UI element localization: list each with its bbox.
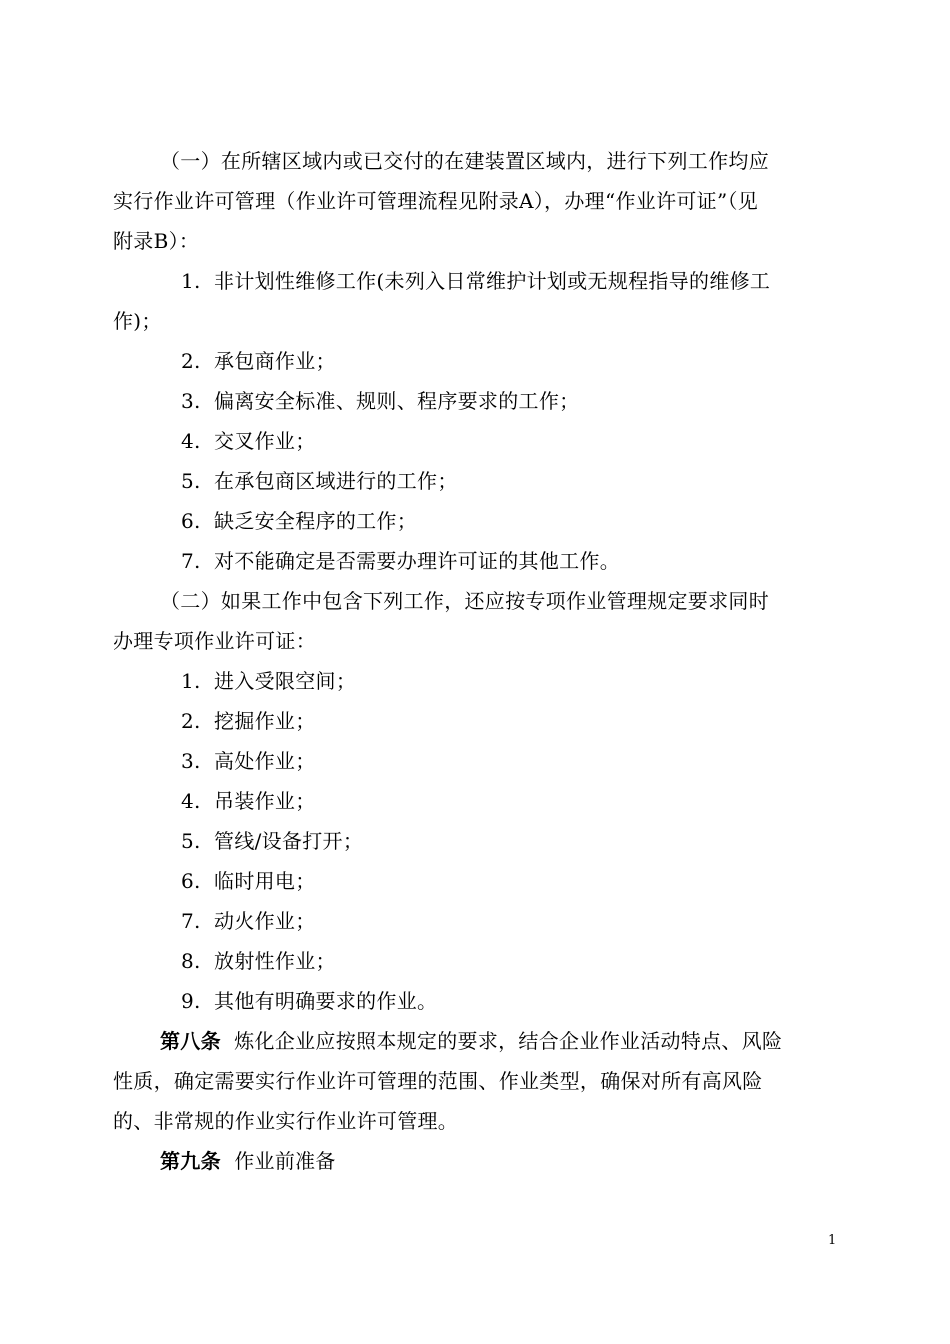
item-number: 3. bbox=[181, 389, 201, 413]
list-item bbox=[181, 467, 458, 495]
item-text: 放射性作业； bbox=[214, 949, 336, 973]
list-item bbox=[181, 507, 417, 535]
list-item bbox=[181, 547, 620, 575]
item-number: 2. bbox=[181, 349, 201, 373]
item-number: 8. bbox=[181, 949, 201, 973]
list-item bbox=[181, 387, 579, 415]
article9-line bbox=[160, 1147, 336, 1175]
list-item bbox=[181, 947, 336, 975]
article8-line1 bbox=[160, 1027, 782, 1055]
list-item bbox=[181, 667, 356, 695]
article8-label: 第八条 bbox=[160, 1029, 221, 1053]
item-text: 进入受限空间； bbox=[214, 669, 357, 693]
list-item bbox=[181, 427, 316, 455]
section1-line3: 附录B）： bbox=[113, 229, 200, 253]
article8-line3: 的、非常规的作业实行作业许可管理。 bbox=[113, 1109, 459, 1133]
item-number: 1. bbox=[181, 669, 201, 693]
item-text: 挖掘作业； bbox=[214, 709, 316, 733]
item-text: 非计划性维修工作(未列入日常维护计划或无规程指导的维修工 bbox=[214, 269, 771, 293]
item-number: 7. bbox=[181, 909, 201, 933]
item-number: 6. bbox=[181, 509, 201, 533]
article8-text: 炼化企业应按照本规定的要求，结合企业作业活动特点、风险 bbox=[234, 1029, 783, 1053]
item-text: 对不能确定是否需要办理许可证的其他工作。 bbox=[214, 549, 621, 573]
list-item bbox=[181, 867, 316, 895]
item-number: 7. bbox=[181, 549, 201, 573]
item-number: 5. bbox=[181, 469, 201, 493]
item-number: 9. bbox=[181, 989, 201, 1013]
list-item bbox=[181, 907, 316, 935]
section1-line1: （一）在所辖区域内或已交付的在建装置区域内，进行下列工作均应 bbox=[160, 149, 769, 173]
list-item bbox=[181, 347, 336, 375]
item-text: 在承包商区域进行的工作； bbox=[214, 469, 458, 493]
list-item bbox=[181, 827, 363, 855]
item-text: 其他有明确要求的作业。 bbox=[214, 989, 438, 1013]
item-number: 4. bbox=[181, 429, 201, 453]
page-number: 1 bbox=[828, 1233, 837, 1248]
article9-label: 第九条 bbox=[160, 1149, 221, 1173]
item-number: 4. bbox=[181, 789, 201, 813]
item-text: 偏离安全标准、规则、程序要求的工作； bbox=[214, 389, 580, 413]
list-item bbox=[181, 787, 316, 815]
item-text: 吊装作业； bbox=[214, 789, 316, 813]
item-number: 2. bbox=[181, 709, 201, 733]
item-number: 1. bbox=[181, 269, 201, 293]
item-text: 高处作业； bbox=[214, 749, 316, 773]
list-item bbox=[181, 267, 770, 295]
item-number: 6. bbox=[181, 869, 201, 893]
item-text: 管线/设备打开； bbox=[214, 829, 364, 853]
article8-line2: 性质，确定需要实行作业许可管理的范围、作业类型，确保对所有高风险 bbox=[113, 1069, 763, 1093]
list-item bbox=[181, 707, 316, 735]
item-text: 临时用电； bbox=[214, 869, 316, 893]
section2-line2: 办理专项作业许可证： bbox=[113, 629, 316, 653]
item-number: 3. bbox=[181, 749, 201, 773]
item-text: 动火作业； bbox=[214, 909, 316, 933]
section1-line2: 实行作业许可管理（作业许可管理流程见附录A），办理“作业许可证”（见 bbox=[113, 189, 759, 213]
item-continuation: 作)； bbox=[113, 309, 162, 333]
item-number: 5. bbox=[181, 829, 201, 853]
list-item bbox=[181, 747, 316, 775]
item-text: 缺乏安全程序的工作； bbox=[214, 509, 418, 533]
article9-text: 作业前准备 bbox=[234, 1149, 336, 1173]
item-text: 承包商作业； bbox=[214, 349, 336, 373]
list-item bbox=[181, 987, 437, 1015]
item-text: 交叉作业； bbox=[214, 429, 316, 453]
section2-line1: （二）如果工作中包含下列工作，还应按专项作业管理规定要求同时 bbox=[160, 589, 769, 613]
